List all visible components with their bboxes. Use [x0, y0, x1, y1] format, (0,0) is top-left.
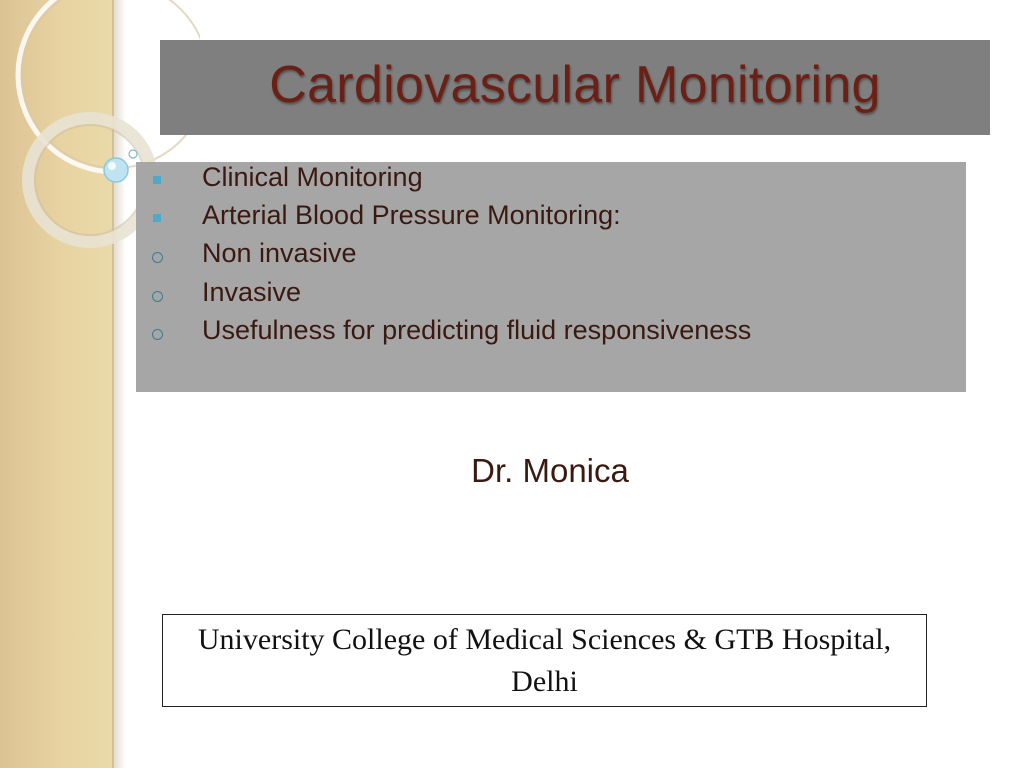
bullet-item [136, 277, 966, 313]
square-bullet-icon [150, 210, 164, 224]
circle-bullet-icon [150, 248, 164, 262]
bullet-item [136, 162, 966, 198]
bullet-item [136, 238, 966, 274]
square-bullet-icon [150, 172, 164, 186]
bullet-text: Arterial Blood Pressure Monitoring: [202, 200, 621, 230]
bullet-item [136, 315, 966, 351]
bullet-text: Clinical Monitoring [202, 162, 423, 192]
circle-bullet-icon [150, 287, 164, 301]
bullet-text: Non invasive [202, 238, 357, 268]
slide-title: Cardiovascular Monitoring [269, 55, 881, 114]
bullet-text: Usefulness for predicting fluid responsiveness [202, 315, 752, 345]
institution-box [162, 614, 927, 707]
bullet-text: Invasive [202, 277, 302, 307]
author-name: Dr. Monica [471, 452, 629, 489]
bullet-panel [136, 162, 966, 392]
institution-name: University College of Medical Sciences & GTB Hospital, Delhi [197, 622, 892, 698]
bullet-item [136, 200, 966, 236]
circle-bullet-icon [150, 325, 164, 339]
title-bar [160, 40, 990, 135]
